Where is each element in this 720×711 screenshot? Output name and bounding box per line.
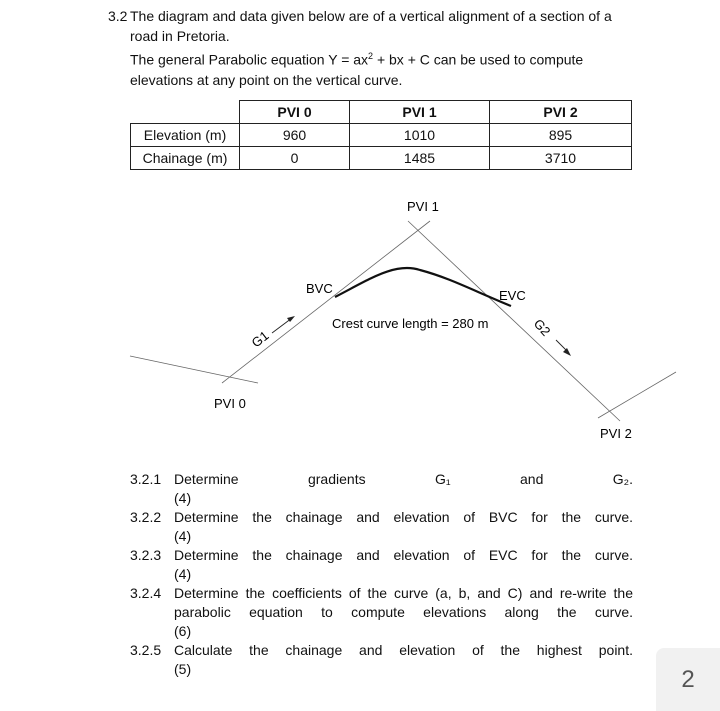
page-number-badge: 2 (656, 648, 720, 711)
question-number: 3.2.1 (130, 471, 162, 487)
intro-paragraph (108, 6, 648, 90)
question-list (130, 470, 633, 679)
question-mark: (5) (174, 661, 192, 677)
section-number: 3.2 (108, 8, 128, 24)
row-label-elevation: Elevation (m) (131, 124, 240, 147)
question-mark: (4) (174, 566, 192, 582)
cell-elevation-pvi0: 960 (240, 124, 350, 147)
question-number: 3.2.4 (130, 585, 162, 601)
label-evc: EVC (499, 288, 526, 303)
cell-chainage-pvi0: 0 (240, 147, 350, 170)
list-item (130, 641, 633, 679)
question-mark: (4) (174, 490, 192, 506)
header-pvi0: PVI 0 (240, 101, 350, 124)
question-mark: (6) (174, 623, 192, 639)
alignment-data-table (130, 100, 632, 170)
departure-grade-line (598, 372, 676, 418)
list-item (130, 470, 633, 508)
g2-arrow-head (563, 348, 571, 356)
header-pvi2: PVI 2 (490, 101, 632, 124)
question-text: Determine the coefficients of the curve (a, b, and C) and re-write the parabolic equation to compute elevations along the curve. (174, 585, 633, 620)
table-row (131, 147, 632, 170)
vertical-alignment-diagram (0, 190, 720, 460)
table-corner (131, 101, 240, 124)
list-item (130, 546, 633, 584)
question-number: 3.2.3 (130, 547, 162, 563)
intro-line-3 (108, 46, 648, 70)
list-item (130, 584, 633, 641)
table-header-row (131, 101, 632, 124)
grade-line-g1 (222, 221, 430, 383)
question-text: Determine the chainage and elevation of BVC for the curve. (174, 509, 633, 525)
intro-line-1 (108, 6, 648, 26)
equation-post: + bx + C can be used to compute (373, 51, 584, 68)
label-bvc: BVC (306, 281, 333, 296)
question-number: 3.2.5 (130, 642, 162, 658)
question-text: Determine the chainage and elevation of EVC for the curve. (174, 547, 633, 563)
cell-elevation-pvi2: 895 (490, 124, 632, 147)
intro-line-4: elevations at any point on the vertical curve. (130, 71, 403, 88)
cell-chainage-pvi2: 3710 (490, 147, 632, 170)
list-item (130, 508, 633, 546)
equation-sup: 2 (368, 51, 374, 61)
crest-curve (335, 268, 511, 306)
question-text: Calculate the chainage and elevation of the highest point. (174, 642, 633, 658)
label-pvi1: PVI 1 (407, 199, 439, 214)
question-text: Determine gradients G₁ and G₂. (174, 471, 633, 487)
intro-line-2: road in Pretoria. (130, 28, 230, 44)
intro-text-1: The diagram and data given below are of a vertical alignment of a section of a (130, 8, 612, 24)
question-number: 3.2.2 (130, 509, 162, 525)
cell-chainage-pvi1: 1485 (350, 147, 490, 170)
cell-elevation-pvi1: 1010 (350, 124, 490, 147)
label-pvi2: PVI 2 (600, 426, 632, 441)
table-row (131, 124, 632, 147)
header-pvi1: PVI 1 (350, 101, 490, 124)
row-label-chainage: Chainage (m) (131, 147, 240, 170)
equation-pre: The general Parabolic equation Y = ax (130, 51, 369, 68)
label-g2: G2 (530, 315, 554, 339)
label-g1: G1 (248, 327, 272, 351)
label-curve-length: Crest curve length = 280 m (332, 316, 489, 331)
label-pvi0: PVI 0 (214, 396, 246, 411)
question-mark: (4) (174, 528, 192, 544)
